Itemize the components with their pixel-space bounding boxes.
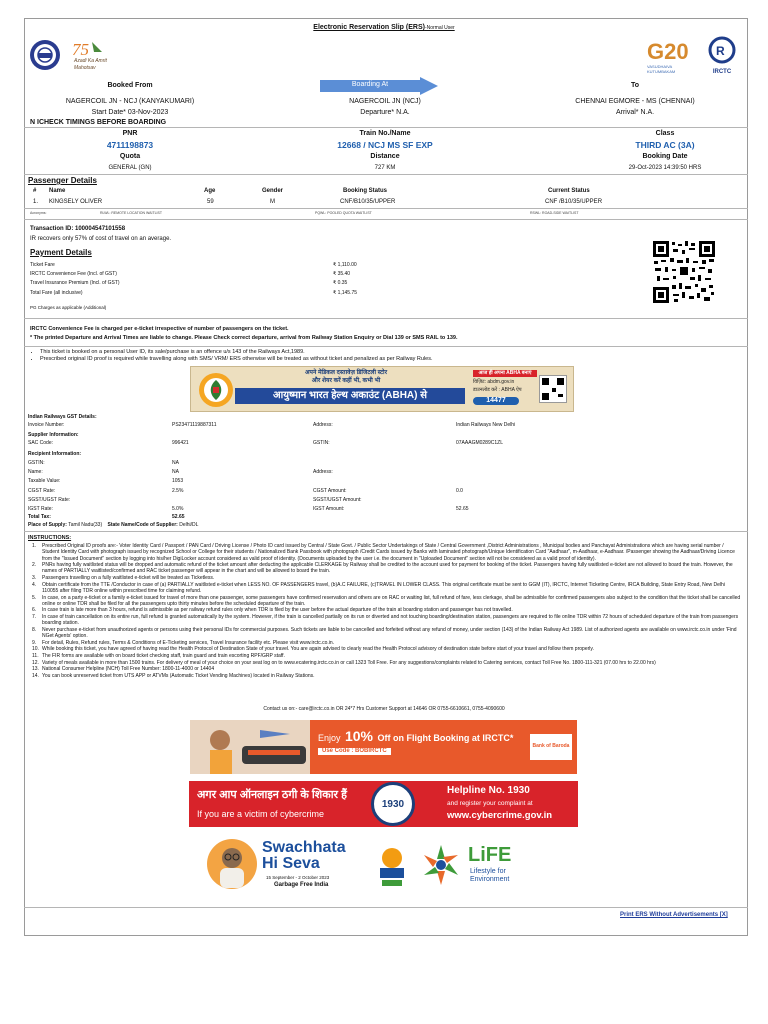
acronym-rswl: RSWL: ROAD-SIDE WAITLIST — [530, 211, 579, 215]
cyber-badge-number: 1930 — [381, 799, 405, 810]
boarding-station: NAGERCOIL JN (NCJ) — [349, 98, 421, 105]
ers-subtitle: -Normal User — [424, 25, 455, 31]
insurance-label: Travel Insurance Premium (Incl. of GST) — [30, 280, 120, 286]
transaction-id: Transaction ID: 100004547101558 — [30, 226, 126, 232]
instruction-item: 14. You can book unreserved ticket from UTS APP or ATVMs (Automatic Ticket Vending Machines) located in Railway Stations. — [32, 672, 315, 679]
abha-phone: 14477 — [473, 397, 519, 405]
supplier-state-value: Delhi/DL — [179, 522, 199, 528]
acronym-pqwl: PQWL: POOLED QUOTA WAITLIST — [315, 211, 372, 215]
instruction-item: 1. Prescribed Original ID proofs are:- Voter Identity Card / Passport / PAN Card / Driving License / Photo ID card issued by Central / State Govt. / Public Sector Undertakings of State / Central Government ,District Administrations , Municipal bodies and Panchayat Administrations which are having serial number / Student Identity Card with photograph issued by recognized School or College for their students / Nationalized Bank Passbook with photograph /Credit Cards issued by Banks with laminated photograph/Unique Identification Card "Aadhaar", m-Aadhaar, e-Aadhaar. /Passenger showing the Aadhaar/Driving Licence from the "Issued Document" section by logging into his/her DigiLocker account considered as valid proof of identity. (Documents uploaded by the user i.e. the document in "Uploaded Document" section will not be considered as a valid proof of identity). — [32, 543, 735, 562]
divider — [24, 907, 748, 908]
instruction-item: 13. National Consumer Helpline (NCH) Toll Free Number: 1800-11-4000 or 14404 — [32, 666, 215, 673]
boarding-arrow — [320, 77, 440, 95]
total-tax-value: 52.65 — [172, 514, 185, 520]
life-subtitle-1: Lifestyle for — [470, 868, 506, 875]
swachhata-dates: 15 September - 2 October 2023 — [266, 875, 330, 880]
divider — [24, 208, 748, 209]
passenger-gender: M — [270, 199, 275, 205]
train-label: Train No./Name — [359, 130, 411, 137]
recipient-heading: Recipient Information: — [28, 451, 82, 457]
cyber-hindi-text: अगर आप ऑनलाइन ठगी के शिकार हैं — [197, 789, 347, 801]
pnr-number: 4711198873 — [106, 140, 154, 150]
cyber-helpline: Helpline No. 1930 — [447, 785, 530, 796]
ers-title-row — [0, 24, 768, 32]
recipient-name-value: NA — [172, 469, 179, 475]
swachhata-title: Swachhata — [262, 839, 346, 856]
divider — [24, 219, 748, 220]
booking-date-label: Booking Date — [642, 153, 688, 160]
indian-railways-logo-icon — [28, 38, 62, 72]
address-label: Address: — [313, 422, 333, 428]
place-of-supply-label: Place of Supply: — [28, 522, 67, 528]
bank-name: Bank of Baroda — [532, 743, 570, 749]
life-logo-icon — [418, 842, 464, 888]
to-label: To — [630, 82, 640, 89]
sac-label: SAC Code: — [28, 440, 54, 446]
cgst-rate-value: 2.5% — [172, 488, 184, 494]
instruction-item: 10. While booking this ticket, you have agreed of having read the Health Protocol of Destination State of your travel. You are again advised to clearly read the Health Protocol advisory of destination state before start of your travel and follow them properly. — [32, 646, 594, 653]
cyber-helpline-badge-icon — [371, 782, 415, 826]
svg-text:R: R — [716, 44, 725, 58]
abha-download: डाउनलोड करें : ABHA ऐप — [473, 387, 522, 393]
cgst-amount-label: CGST Amount: — [313, 488, 347, 494]
printed-times-notice: * The printed Departure and Arrival Times are liable to change. Please Check correct departure, arrival from Railway Station Enquiry or Dial 139 or SMS RAIL to 139. — [30, 335, 458, 341]
contact-line: Contact us on:- care@irctc.co.in OR 24*7 Hrs Customer Support at 14646 OR 0755-6610661, 0755-4090600 — [263, 706, 505, 712]
flight-code: Use Code : BOBIRCTC — [318, 748, 391, 755]
flight-booking-advertisement[interactable] — [190, 720, 577, 774]
fare-value: ₹ 1,110.00 — [333, 262, 357, 268]
instruction-item: 9. For detail, Rules, Refund rules, Terms & Conditions of E-Ticketing services, Travel Insurance facility etc. Please visit www.irctc.co.in. — [32, 639, 335, 646]
svg-text:75: 75 — [72, 40, 89, 59]
invoice-label: Invoice Number: — [28, 422, 65, 428]
train-number-name: 12668 / NCJ MS SF EXP — [337, 140, 433, 150]
notice-bullet: • This ticket is booked on a personal User ID, its sale/purchase is an offence u/s 143 of the Railways Act,1989. — [40, 349, 730, 356]
instruction-item: 2. PNRs having fully waitlisted status will be dropped and automatic refund of the ticket amount after deducting the applicable CLERKAGE by Railway shall be credited to the account used for payment for booking of the ticket. Passengers having fully waitlisted e-ticket are not allowed to board the train. However, the names of PARTIALLY waitlisted/confirmed and RAC ticket passenger will appear in the chart and will be allowed to board the train. — [32, 562, 733, 575]
timing-note: N ICHECK TIMINGS BEFORE BOARDING — [30, 119, 167, 126]
col-index: # — [33, 188, 37, 194]
life-subtitle-2: Environment — [470, 876, 510, 883]
col-gender: Gender — [262, 188, 284, 194]
passenger-name: KINGSELY OLIVER — [49, 199, 103, 205]
bank-of-baroda-logo-icon — [530, 734, 572, 760]
invoice-value: PS23471119887311 — [172, 422, 217, 428]
fare-label: Ticket Fare — [30, 262, 55, 268]
swachhata-life-banner — [204, 834, 564, 894]
supplier-gstin-label: GSTIN: — [313, 440, 330, 446]
payment-details-heading: Payment Details — [30, 248, 92, 257]
gst-heading: Indian Railways GST Details: — [28, 414, 97, 420]
igst-rate-value: 5.0% — [172, 506, 184, 512]
cgst-rate-label: CGST Rate: — [28, 488, 56, 494]
divider — [24, 318, 748, 319]
instructions-heading: INSTRUCTIONS: — [28, 535, 72, 541]
acronym-rlwl: RLWL: REMOTE LOCATION WAITLIST — [100, 211, 162, 215]
boarding-at-label: Boarding At — [351, 81, 389, 88]
taxable-value: 1053 — [172, 478, 184, 484]
abha-main-banner: आयुष्मान भारत हेल्थ अकाउंट (ABHA) से — [235, 388, 465, 404]
flight-percent: 10% — [344, 728, 373, 744]
supplier-heading: Supplier Information: — [28, 432, 79, 438]
sac-value: 996421 — [172, 440, 189, 446]
azadi-ka-amrit-mahotsav-logo-icon — [70, 38, 120, 72]
col-name: Name — [49, 188, 66, 194]
flight-enjoy: Enjoy — [318, 733, 341, 743]
sgst-rate-label: SGST/UGST Rate: — [28, 497, 71, 503]
igst-amount-value: 52.65 — [456, 506, 469, 512]
g20-text: G20 — [647, 39, 689, 64]
abha-line2: और शेयर करें कहीं भी, कभी भी — [311, 378, 381, 384]
start-date: Start Date* 03-Nov-2023 — [91, 109, 169, 116]
address-value: Indian Railways New Delhi — [456, 422, 516, 428]
divider — [24, 531, 748, 532]
print-without-ads-link[interactable]: Print ERS Without Advertisements [X] — [620, 912, 728, 918]
ayushman-logo-icon — [197, 371, 235, 409]
supplier-state-label: State Name/Code of Supplier: — [107, 522, 178, 528]
qr-code-icon — [652, 240, 716, 304]
instruction-item: 7. In case of train cancellation on its entire run, full refund is granted automatically by the system. However, if the train is cancelled partially on its run or diverted and not touching boarding/destination station, passengers are required to file online TDR within 72 hours of scheduled departure of the train from passengers boarding station. — [32, 614, 739, 627]
col-age: Age — [204, 188, 216, 194]
place-of-supply-value: Tamil Nadu(33) — [68, 522, 103, 528]
cyber-site: www.cybercrime.gov.in — [447, 810, 553, 821]
quota-value: GENERAL (GN) — [108, 165, 152, 171]
convenience-notice: IRCTC Convenience Fee is charged per e-ticket irrespective of number of passengers on the ticket. — [30, 326, 289, 332]
recovery-note: IR recovers only 57% of cost of travel on an average. — [30, 236, 172, 242]
abha-qr-icon — [539, 375, 567, 403]
total-tax-label: Total Tax: — [28, 514, 51, 520]
total-fare-label: Total Fare (all inclusive) — [30, 290, 83, 296]
quota-label: Quota — [119, 153, 141, 160]
booked-from-station: NAGERCOIL JN - NCJ (KANYAKUMARI) — [65, 98, 195, 105]
pg-charges-note: PG Charges as applicable (Additional) — [30, 305, 107, 310]
irctc-logo-text: IRCTC — [712, 69, 732, 75]
igst-amount-label: IGST Amount: — [313, 506, 345, 512]
instruction-item: 8. Never purchase e-ticket from unauthorized agents or persons using their personal IDs for commercial purposes. Such tickets are liable to be cancelled and forfeited without any refund of money, under section (143) of the Indian Railway Act 1989. List of authorized agents are available on www.irctc.co.in under 'Find NGet Agents' option. — [32, 626, 737, 640]
recipient-name-label: Name: — [28, 469, 43, 475]
class-label: Class — [655, 130, 675, 137]
cyber-register: and register your complaint at — [447, 800, 533, 807]
notice-bullet: • Prescribed original ID proof is required while travelling along with SMS/ VRM/ ERS otherwise will be treated as without ticket and penalized as per Railway Rules. — [40, 356, 730, 363]
taxable-value-label: Taxable Value: — [28, 478, 61, 484]
igst-rate-label: IGST Rate: — [28, 506, 53, 512]
notice-bullets — [30, 349, 730, 363]
ers-title: Electronic Reservation Slip (ERS) — [313, 24, 425, 31]
g20-logo-icon — [647, 40, 699, 74]
total-fare-value: ₹ 1,145.75 — [333, 290, 358, 296]
recipient-gstin-label: GSTIN: — [28, 460, 45, 466]
passenger-current-status: CNF /B10/35/UPPER — [545, 199, 603, 205]
passenger-details-heading: Passenger Details — [28, 176, 97, 185]
life-title: LiFE — [468, 844, 512, 866]
passenger-booking-status: CNF/B10/35/UPPER — [340, 199, 396, 205]
distance-value: 727 KM — [374, 165, 396, 171]
azadi-text: Azadi Ka Amrit Mahotsav — [74, 58, 107, 71]
booking-date-value: 29-Oct-2023 14:39:50 HRS — [628, 165, 702, 171]
arrival-time: Arrival* N.A. — [615, 109, 655, 116]
flight-offer-line — [318, 728, 513, 746]
acronyms-label: Acronyms: — [30, 211, 47, 215]
swachh-bharat-logo-icon — [372, 844, 412, 888]
distance-label: Distance — [370, 153, 400, 160]
passenger-age: 59 — [207, 199, 214, 205]
instruction-item: 12. Variety of meals available in more than 1500 trains. For delivery of meal of your choice on your seat log on to www.ecatering.irctc.co.in or call 1323 Toll Free. For any suggestions/complaints related to Catering services, contact Toll Free No. 1800-111-321 (07.00 hrs to 22.00 hrs) — [32, 659, 656, 666]
hi-seva-title: Hi Seva — [262, 855, 320, 872]
instruction-item: 3. Passengers travelling on a fully waitlisted e-ticket will be treated as Ticketless. — [32, 575, 215, 582]
col-current-status: Current Status — [548, 188, 590, 194]
insurance-value: ₹ 0.35 — [333, 280, 348, 286]
flight-ad-image-icon — [190, 720, 310, 774]
abha-cta: आज ही अपना ABHA बनाएं — [473, 370, 537, 377]
divider — [24, 127, 748, 128]
to-station: CHENNAI EGMORE - MS (CHENNAI) — [575, 98, 695, 105]
supplier-gstin-value: 07AAAGM0289C1ZL — [456, 440, 503, 446]
sgst-amount-label: SGST/UGST Amount: — [313, 497, 362, 503]
booked-from-label: Booked From — [107, 82, 153, 89]
gandhi-portrait-icon — [206, 838, 258, 890]
col-booking-status: Booking Status — [343, 188, 388, 194]
departure-time: Departure* N.A. — [360, 109, 410, 116]
pnr-label: PNR — [122, 130, 138, 137]
place-of-supply-row — [28, 522, 198, 529]
instructions-list — [32, 543, 742, 679]
recipient-address-label: Address: — [313, 469, 333, 475]
cgst-amount-value: 0.0 — [456, 488, 463, 494]
divider — [24, 346, 748, 347]
instruction-item: 5. In case, on a party e-ticket or a family e-ticket issued for travel of more than one passenger, some passengers have confirmed reservation and others are on RAC or waiting list, full refund of fare, less clerkage, shall be admissible for confirmed passengers also subject to the condition that the ticket shall be cancelled online or online TDR shall be filed for all the passengers upto thirty minutes before the scheduled departure of the train. — [32, 594, 741, 607]
irctc-logo-icon — [704, 36, 740, 76]
abha-visit: विज़िट: abdm.gov.in — [473, 379, 515, 385]
flight-offer: Off on Flight Booking at IRCTC* — [377, 733, 514, 743]
abha-advertisement[interactable] — [190, 366, 574, 412]
convenience-fee-label: IRCTC Convenience Fee (Incl. of GST) — [30, 271, 117, 277]
g20-slogan: VASUDHAIVA KUTUMBAKAM — [647, 64, 676, 74]
instruction-item: 11. The FIR forms are available with on board ticket checking staff, train guard and train escorting RPF/GRP staff. — [32, 653, 285, 660]
cyber-english-text: If you are a victim of cybercrime — [197, 809, 325, 819]
passenger-index: 1. — [33, 199, 39, 205]
swachhata-tagline: Garbage Free India — [274, 882, 329, 888]
abha-line1: अपने मेडिकल दस्तावेज़ डिजिटली स्टोर — [304, 370, 388, 376]
cybercrime-advertisement[interactable] — [189, 781, 578, 827]
instruction-item: 4. Obtain certificate from the TTE /Conductor in case of (a) PARTIALLY waitlisted e-ticket when LESS NO. OF PASSENGERS travel, (b)A.C FAILURE, (c)TRAVEL IN LOWER CLASS. This original certificate must be sent to GGM (IT), IRCTC, Internet Ticketing Centre, IRCA Building, State Entry Road, New Delhi 110055 after filing TDR online within prescribed time for claiming refund. — [32, 581, 725, 594]
travel-class: THIRD AC (3A) — [635, 140, 695, 150]
convenience-fee-value: ₹ 35.40 — [333, 271, 351, 277]
instruction-item: 6. In case train is late more than 3 hours, refund is admissible as per railway refund rules only when TDR is filed by the user before the actual departure of the train at boarding station and passenger has not travelled. — [32, 607, 513, 614]
divider — [24, 174, 748, 175]
recipient-gstin-value: NA — [172, 460, 179, 466]
